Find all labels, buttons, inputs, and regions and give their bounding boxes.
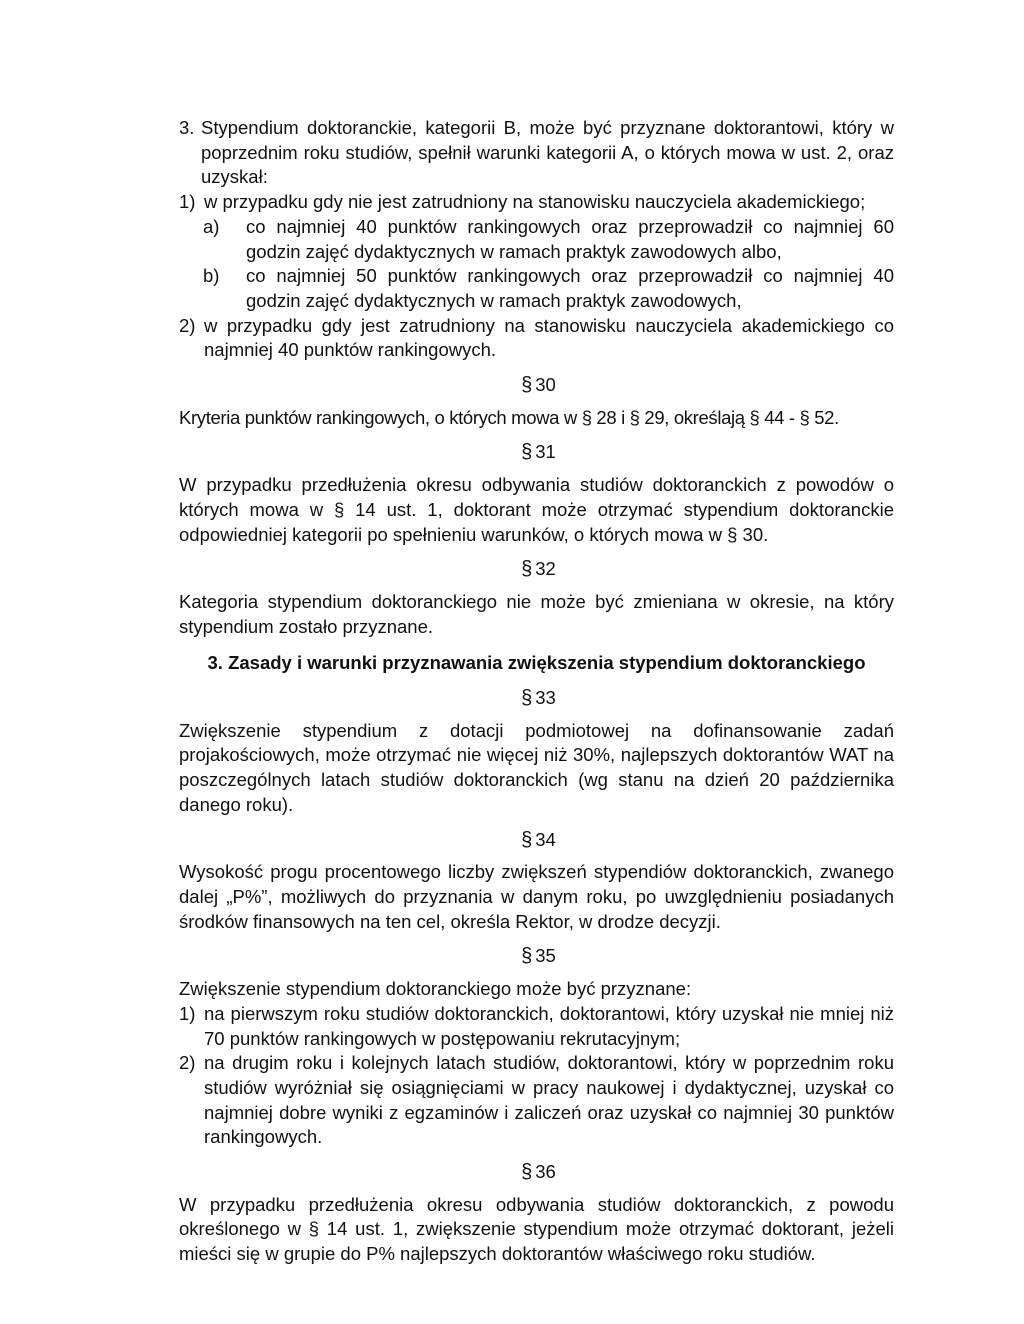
list-item-2 — [179, 1051, 894, 1150]
section-symbol: § — [521, 828, 533, 851]
paragraph-number: 31 — [535, 441, 556, 463]
section-symbol: § — [521, 1161, 533, 1184]
point-3 — [179, 116, 894, 190]
list-item-1 — [179, 1002, 894, 1051]
document-body — [179, 116, 894, 1267]
section-heading-text: Zasady i warunki przyznawania zwiększenia stypendium doktoranckiego — [228, 652, 866, 674]
paragraph-34-text: Wysokość progu procentowego liczby zwiększeń stypendiów doktoranckich, zwanego dalej „P%”, możliwych do przyznania w danym roku, po uwzględnieniu posiadanych środków finansowych na ten cel, określa Rektor, w drodze decyzji. — [179, 861, 894, 932]
list-item-label: 2) — [179, 314, 196, 336]
paragraph-33-text: Zwiększenie stypendium z dotacji podmiotowej na dofinansowanie zadań projakościowych, może otrzymać nie więcej niż 30%, najlepszych doktorantów WAT na poszczególnych latach studiów doktoranckich (wg stanu na dzień 20 października danego roku). — [179, 719, 894, 815]
list-item-text: na drugim roku i kolejnych latach studiów, doktorantowi, który w poprzednim roku studiów wyróżniał się osiągnięciami w pracy naukowej i dydaktycznej, uzyskał co najmniej dobre wyniki z egzaminów i zaliczeń oraz uzyskał co najmniej 30 punktów rankingowych. — [204, 1052, 894, 1148]
section-heading — [179, 651, 894, 676]
paragraph-30-text: Kryteria punktów rankingowych, o których mowa w § 28 i § 29, określają § 44 - § 52. — [179, 406, 839, 428]
paragraph-heading-36 — [179, 1160, 894, 1185]
section-symbol: § — [521, 374, 533, 397]
paragraph-number: 32 — [535, 558, 556, 580]
paragraph-number: 35 — [535, 945, 556, 967]
paragraph-heading-31 — [179, 440, 894, 465]
list-subitem-text: co najmniej 50 punktów rankingowych oraz przeprowadził co najmniej 40 godzin zajęć dydaktycznych w ramach praktyk zawodowych, — [246, 265, 894, 311]
paragraph-36-text: W przypadku przedłużenia okresu odbywania studiów doktoranckich, z powodu określonego w § 14 ust. 1, zwiększenie stypendium może otrzymać doktorant, jeżeli mieści się w grupie do P% najlepszych doktorantów właściwego roku studiów. — [179, 1193, 894, 1265]
section-symbol: § — [521, 558, 533, 581]
list-subitem-a — [179, 215, 894, 264]
list-subitem-b — [179, 264, 894, 313]
list-item-label: 2) — [179, 1052, 196, 1074]
list-item-2 — [179, 314, 894, 363]
paragraph-number: 34 — [535, 828, 556, 850]
list-item-text: w przypadku gdy jest zatrudniony na stanowisku nauczyciela akademickiego co najmniej 40 punktów rankingowych. — [204, 314, 894, 361]
paragraph-number: 33 — [535, 687, 556, 709]
paragraph-heading-32 — [179, 557, 894, 582]
paragraph-heading-35 — [179, 944, 894, 969]
section-symbol: § — [521, 687, 533, 710]
list-item-label: 1) — [179, 191, 196, 213]
list-subitem-text: co najmniej 40 punktów rankingowych oraz przeprowadził co najmniej 60 godzin zajęć dydaktycznych w ramach praktyk zawodowych albo, — [246, 215, 894, 262]
paragraph-heading-30 — [179, 373, 894, 398]
paragraph-number: 30 — [535, 374, 556, 396]
list-item-1 — [179, 190, 894, 215]
section-symbol: § — [521, 441, 533, 464]
paragraph-number: 36 — [535, 1161, 556, 1183]
paragraph-31-text: W przypadku przedłużenia okresu odbywania studiów doktoranckich z powodów o których mowa w § 14 ust. 1, doktorant może otrzymać stypendium doktoranckie odpowiedniej kategorii po spełnieniu warunków, o których mowa w § 30. — [179, 474, 894, 545]
section-heading-number: 3. — [207, 652, 223, 674]
paragraph-heading-34 — [179, 828, 894, 853]
list-item-text: w przypadku gdy nie jest zatrudniony na stanowisku nauczyciela akademickiego; — [204, 191, 866, 213]
point-label: 3. — [179, 117, 195, 138]
list-subitem-label: a) — [203, 215, 220, 237]
paragraph-heading-33 — [179, 686, 894, 711]
list-subitem-label: b) — [203, 265, 220, 287]
point-text: Stypendium doktoranckie, kategorii B, może być przyznane doktorantowi, który w poprzednim roku studiów, spełnił warunki kategorii A, o których mowa w ust. 2, oraz uzyskał: — [201, 117, 894, 188]
list-item-text: na pierwszym roku studiów doktoranckich, doktorantowi, który uzyskał nie mniej niż 70 punktów rankingowych w postępowaniu rekrutacyjnym; — [204, 1002, 894, 1049]
paragraph-35-intro: Zwiększenie stypendium doktoranckiego może być przyznane: — [179, 978, 692, 1000]
section-symbol: § — [521, 945, 533, 968]
list-item-label: 1) — [179, 1002, 196, 1024]
paragraph-32-text: Kategoria stypendium doktoranckiego nie może być zmieniana w okresie, na który stypendium zostało przyznane. — [179, 590, 894, 637]
